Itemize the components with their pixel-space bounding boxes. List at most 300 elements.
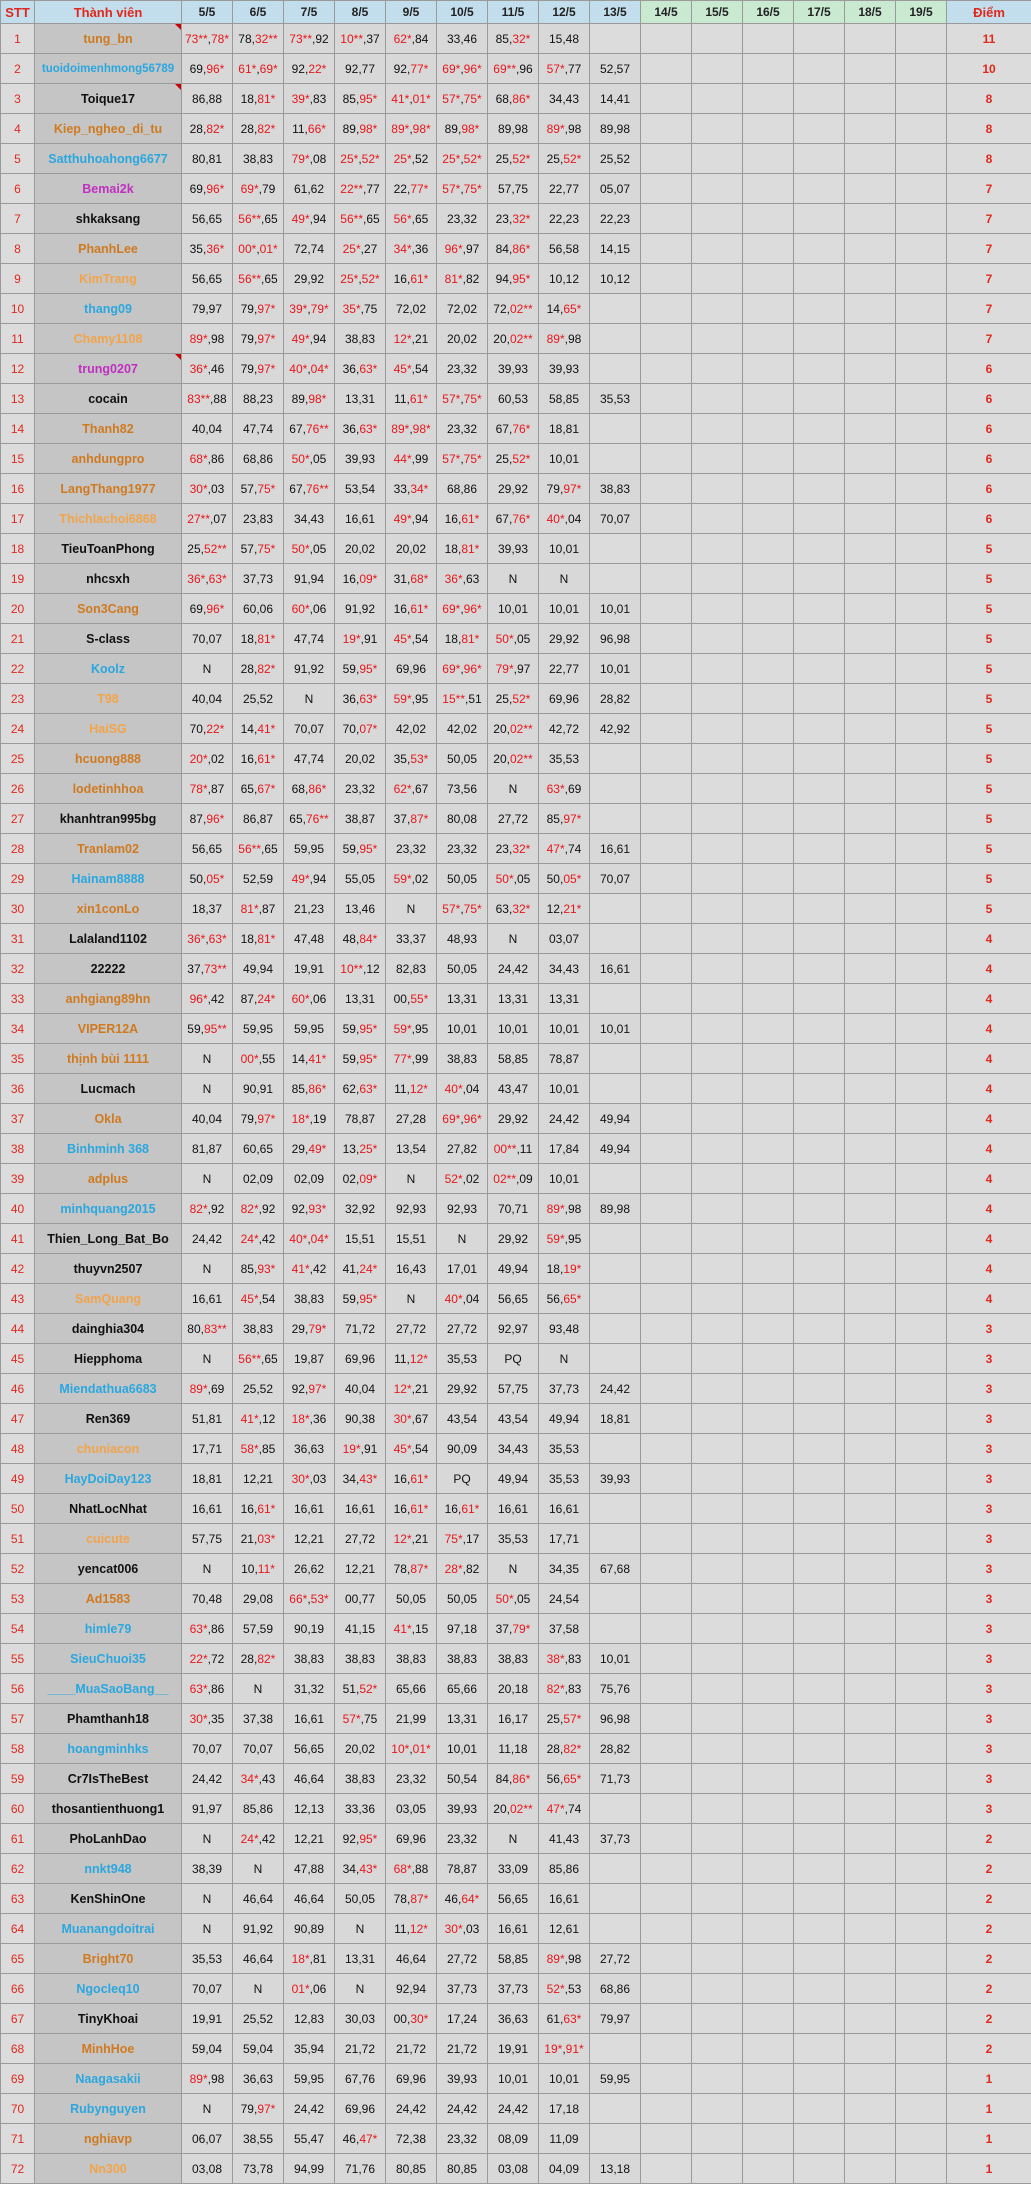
prediction-cell <box>692 1464 743 1494</box>
prediction-cell <box>794 1704 845 1734</box>
prediction-cell: 68,86 <box>437 474 488 504</box>
member-name[interactable]: S-class <box>35 624 182 654</box>
member-name[interactable]: Cr7IsTheBest <box>35 1764 182 1794</box>
prediction-cell <box>743 834 794 864</box>
prediction-cell: N <box>182 654 233 684</box>
prediction-cell <box>794 1554 845 1584</box>
prediction-cell <box>692 1284 743 1314</box>
prediction-cell: 69,96 <box>539 684 590 714</box>
prediction-cell <box>590 1344 641 1374</box>
prediction-cell: 68,86* <box>284 774 335 804</box>
member-name[interactable]: Satthuhoahong6677 <box>35 144 182 174</box>
prediction-cell <box>845 1794 896 1824</box>
row-score: 3 <box>947 1614 1031 1644</box>
prediction-cell: 89*,98* <box>386 114 437 144</box>
prediction-cell <box>845 1944 896 1974</box>
prediction-cell: 19,91 <box>488 2034 539 2064</box>
prediction-cell <box>845 204 896 234</box>
prediction-cell: 16,61 <box>182 1494 233 1524</box>
prediction-cell <box>845 1014 896 1044</box>
member-name[interactable]: thang09 <box>35 294 182 324</box>
member-name[interactable]: SieuChuoi35 <box>35 1644 182 1674</box>
prediction-cell: 18,81* <box>233 84 284 114</box>
prediction-cell: 96*,42 <box>182 984 233 1014</box>
table-row <box>1 1494 1031 1524</box>
member-name[interactable]: thịnh bùi 1111 <box>35 1044 182 1074</box>
row-stt: 39 <box>1 1164 35 1194</box>
prediction-cell: 06,07 <box>182 2124 233 2154</box>
prediction-cell <box>845 384 896 414</box>
prediction-cell: 37,58 <box>539 1614 590 1644</box>
prediction-cell <box>845 1974 896 2004</box>
prediction-cell: 78*,87 <box>182 774 233 804</box>
prediction-cell: 59,95* <box>335 834 386 864</box>
prediction-cell <box>641 1914 692 1944</box>
prediction-cell: 81*,87 <box>233 894 284 924</box>
prediction-cell <box>743 1854 794 1884</box>
member-name[interactable]: Nn300 <box>35 2154 182 2184</box>
prediction-cell <box>590 1044 641 1074</box>
header-date-14-5: 14/5 <box>641 1 692 24</box>
row-stt: 54 <box>1 1614 35 1644</box>
prediction-cell <box>896 1224 947 1254</box>
member-name[interactable]: Phamthanh18 <box>35 1704 182 1734</box>
prediction-cell <box>794 2124 845 2154</box>
row-stt: 29 <box>1 864 35 894</box>
prediction-cell: 04,09 <box>539 2154 590 2184</box>
member-name[interactable]: nhcsxh <box>35 564 182 594</box>
prediction-cell <box>692 654 743 684</box>
prediction-cell: 27,72 <box>488 804 539 834</box>
prediction-cell <box>590 1254 641 1284</box>
prediction-cell <box>743 1134 794 1164</box>
prediction-cell: 12,21 <box>284 1824 335 1854</box>
member-name[interactable]: Chamy1108 <box>35 324 182 354</box>
table-row <box>1 294 1031 324</box>
prediction-cell: 69*,96* <box>437 54 488 84</box>
member-name[interactable]: Naagasakii <box>35 2064 182 2094</box>
prediction-cell: 92,97* <box>284 1374 335 1404</box>
member-name[interactable]: Okla <box>35 1104 182 1134</box>
member-name[interactable]: Koolz <box>35 654 182 684</box>
prediction-cell <box>692 714 743 744</box>
prediction-cell <box>743 1164 794 1194</box>
member-name[interactable]: Kiep_ngheo_di_tu <box>35 114 182 144</box>
prediction-cell <box>743 474 794 504</box>
prediction-cell: 65,76** <box>284 804 335 834</box>
prediction-cell: 72,02 <box>386 294 437 324</box>
prediction-cell: 20,18 <box>488 1674 539 1704</box>
row-stt: 30 <box>1 894 35 924</box>
prediction-cell: 34,43 <box>539 954 590 984</box>
prediction-cell <box>896 1884 947 1914</box>
member-name[interactable]: lodetinhhoa <box>35 774 182 804</box>
prediction-cell: 66*,53* <box>284 1584 335 1614</box>
member-name[interactable]: LangThang1977 <box>35 474 182 504</box>
row-stt: 71 <box>1 2124 35 2154</box>
prediction-cell: 47,74 <box>284 624 335 654</box>
prediction-cell: 23,32 <box>437 834 488 864</box>
prediction-cell <box>896 2124 947 2154</box>
row-stt: 37 <box>1 1104 35 1134</box>
member-name[interactable]: Muanangdoitrai <box>35 1914 182 1944</box>
prediction-cell: 45*,54 <box>233 1284 284 1314</box>
row-score: 2 <box>947 1824 1031 1854</box>
prediction-cell <box>794 444 845 474</box>
prediction-cell: 57,75* <box>233 474 284 504</box>
member-name[interactable]: dainghia304 <box>35 1314 182 1344</box>
prediction-cell <box>743 294 794 324</box>
member-name[interactable]: Miendathua6683 <box>35 1374 182 1404</box>
prediction-cell <box>896 54 947 84</box>
member-name[interactable]: tuoidoimenhmong56789 <box>35 54 182 84</box>
prediction-cell: 56**,65 <box>335 204 386 234</box>
prediction-cell <box>641 1284 692 1314</box>
prediction-cell: N <box>488 774 539 804</box>
prediction-cell: 46,64 <box>386 1944 437 1974</box>
prediction-cell <box>743 1074 794 1104</box>
row-score: 7 <box>947 264 1031 294</box>
header-date-19-5: 19/5 <box>896 1 947 24</box>
prediction-cell <box>845 1134 896 1164</box>
member-name[interactable]: T98 <box>35 684 182 714</box>
prediction-cell: 57,75 <box>488 174 539 204</box>
prediction-cell: 50*,05 <box>488 624 539 654</box>
member-name[interactable]: Ren369 <box>35 1404 182 1434</box>
prediction-cell <box>743 744 794 774</box>
member-name[interactable]: Lalaland1102 <box>35 924 182 954</box>
row-score: 1 <box>947 2154 1031 2184</box>
prediction-cell: 50,05 <box>437 954 488 984</box>
prediction-cell: 46,47* <box>335 2124 386 2154</box>
prediction-cell <box>794 354 845 384</box>
prediction-cell: 90,09 <box>437 1434 488 1464</box>
prediction-cell: 18,81 <box>590 1404 641 1434</box>
prediction-cell <box>794 1794 845 1824</box>
prediction-cell: 59*,95 <box>539 1224 590 1254</box>
member-name[interactable]: Ad1583 <box>35 1584 182 1614</box>
member-name[interactable]: SamQuang <box>35 1284 182 1314</box>
prediction-cell: 23,32 <box>386 834 437 864</box>
prediction-cell: 57,75 <box>488 1374 539 1404</box>
prediction-cell: 50,05 <box>437 744 488 774</box>
prediction-cell <box>896 1254 947 1284</box>
prediction-cell <box>845 1494 896 1524</box>
row-stt: 61 <box>1 1824 35 1854</box>
row-stt: 68 <box>1 2034 35 2064</box>
member-name[interactable]: nghiavp <box>35 2124 182 2154</box>
prediction-cell: 67,76* <box>488 414 539 444</box>
member-name[interactable]: Toique17 <box>35 84 182 114</box>
prediction-cell <box>743 1974 794 2004</box>
prediction-cell: 80,85 <box>437 2154 488 2184</box>
prediction-cell <box>896 384 947 414</box>
member-name[interactable]: Bemai2k <box>35 174 182 204</box>
prediction-cell: 28,82* <box>233 654 284 684</box>
prediction-cell <box>896 684 947 714</box>
prediction-cell <box>794 324 845 354</box>
prediction-cell: 49*,94 <box>284 204 335 234</box>
member-name[interactable]: TinyKhoai <box>35 2004 182 2034</box>
table-row <box>1 114 1031 144</box>
prediction-cell: 34*,36 <box>386 234 437 264</box>
prediction-cell <box>641 1014 692 1044</box>
prediction-cell: 00*,01* <box>233 234 284 264</box>
prediction-cell <box>794 1224 845 1254</box>
table-row <box>1 504 1031 534</box>
prediction-cell: 38,83 <box>233 144 284 174</box>
prediction-cell <box>794 1494 845 1524</box>
member-name[interactable]: NhatLocNhat <box>35 1494 182 1524</box>
row-score: 2 <box>947 1854 1031 1884</box>
prediction-cell: 39*,83 <box>284 84 335 114</box>
prediction-cell <box>794 1104 845 1134</box>
prediction-cell <box>845 2124 896 2154</box>
prediction-cell <box>743 324 794 354</box>
row-stt: 40 <box>1 1194 35 1224</box>
prediction-cell: 02,09 <box>233 1164 284 1194</box>
prediction-cell <box>845 624 896 654</box>
prediction-cell: 92,22* <box>284 54 335 84</box>
prediction-cell <box>692 1584 743 1614</box>
member-name[interactable]: MinhHoe <box>35 2034 182 2064</box>
member-name[interactable]: KenShinOne <box>35 1884 182 1914</box>
member-name[interactable]: VIPER12A <box>35 1014 182 1044</box>
prediction-cell <box>896 1074 947 1104</box>
prediction-cell: 59,95 <box>233 1014 284 1044</box>
prediction-cell: 56**,65 <box>233 264 284 294</box>
row-score: 8 <box>947 144 1031 174</box>
prediction-cell: 16,61 <box>284 1704 335 1734</box>
prediction-cell <box>692 1194 743 1224</box>
prediction-cell: 69,96 <box>386 654 437 684</box>
member-name[interactable]: cocain <box>35 384 182 414</box>
prediction-cell: 03,08 <box>488 2154 539 2184</box>
table-row <box>1 894 1031 924</box>
member-name[interactable]: trung0207 <box>35 354 182 384</box>
prediction-cell: 40,04 <box>182 684 233 714</box>
member-name[interactable]: Son3Cang <box>35 594 182 624</box>
prediction-cell: 10,01 <box>590 654 641 684</box>
row-score: 5 <box>947 894 1031 924</box>
prediction-cell: 13,31 <box>539 984 590 1014</box>
prediction-cell <box>641 2004 692 2034</box>
prediction-cell <box>743 2034 794 2064</box>
prediction-cell: 29,92 <box>284 264 335 294</box>
member-name[interactable]: anhdungpro <box>35 444 182 474</box>
row-stt: 13 <box>1 384 35 414</box>
member-name[interactable]: KimTrang <box>35 264 182 294</box>
member-name[interactable]: Ngocleq10 <box>35 1974 182 2004</box>
member-name[interactable]: Hainam8888 <box>35 864 182 894</box>
prediction-cell: 92,93* <box>284 1194 335 1224</box>
prediction-cell <box>845 2094 896 2124</box>
prediction-cell <box>794 234 845 264</box>
member-name[interactable]: PhanhLee <box>35 234 182 264</box>
prediction-cell: 70,48 <box>182 1584 233 1614</box>
prediction-cell <box>794 774 845 804</box>
prediction-cell: 01*,06 <box>284 1974 335 2004</box>
prediction-cell: 52,59 <box>233 864 284 894</box>
member-name[interactable]: HayDoiDay123 <box>35 1464 182 1494</box>
prediction-cell: 23,32 <box>437 354 488 384</box>
prediction-cell <box>896 324 947 354</box>
member-name[interactable]: shkaksang <box>35 204 182 234</box>
prediction-cell <box>590 984 641 1014</box>
prediction-cell: 39,93 <box>488 534 539 564</box>
prediction-cell: 18,81* <box>233 624 284 654</box>
prediction-cell <box>743 354 794 384</box>
prediction-cell: N <box>182 1044 233 1074</box>
row-score: 5 <box>947 834 1031 864</box>
prediction-cell: 70,07 <box>590 864 641 894</box>
prediction-cell: 25,52 <box>233 1374 284 1404</box>
prediction-cell: 57*,75* <box>437 174 488 204</box>
prediction-cell <box>794 174 845 204</box>
prediction-cell: 13,31 <box>488 984 539 1014</box>
prediction-cell <box>590 774 641 804</box>
member-name[interactable]: tung_bn <box>35 24 182 54</box>
prediction-cell <box>641 1944 692 1974</box>
prediction-cell <box>896 1104 947 1134</box>
row-stt: 21 <box>1 624 35 654</box>
header-date-9-5: 9/5 <box>386 1 437 24</box>
prediction-cell <box>743 864 794 894</box>
prediction-cell <box>794 1344 845 1374</box>
prediction-cell: 90,38 <box>335 1404 386 1434</box>
prediction-cell <box>590 744 641 774</box>
prediction-cell: 82*,92 <box>233 1194 284 1224</box>
prediction-cell: 41,24* <box>335 1254 386 1284</box>
prediction-cell <box>845 1194 896 1224</box>
prediction-cell: 89,98 <box>590 114 641 144</box>
member-name[interactable]: hoangminhks <box>35 1734 182 1764</box>
prediction-cell: 73**,92 <box>284 24 335 54</box>
row-stt: 26 <box>1 774 35 804</box>
prediction-cell: 37,73 <box>590 1824 641 1854</box>
member-name[interactable]: Binhminh 368 <box>35 1134 182 1164</box>
prediction-cell <box>845 1644 896 1674</box>
row-score: 5 <box>947 714 1031 744</box>
member-name[interactable]: anhgiang89hn <box>35 984 182 1014</box>
table-row <box>1 804 1031 834</box>
member-name[interactable]: TieuToanPhong <box>35 534 182 564</box>
prediction-cell: 21,23 <box>284 894 335 924</box>
row-stt: 20 <box>1 594 35 624</box>
member-name[interactable]: Thien_Long_Bat_Bo <box>35 1224 182 1254</box>
member-name[interactable]: nnkt948 <box>35 1854 182 1884</box>
prediction-cell <box>896 1554 947 1584</box>
prediction-cell: 65,66 <box>386 1674 437 1704</box>
prediction-cell: 24,42 <box>182 1764 233 1794</box>
prediction-cell: 71,73 <box>590 1764 641 1794</box>
table-row <box>1 714 1031 744</box>
prediction-cell: 70,07 <box>233 1734 284 1764</box>
prediction-cell <box>692 1794 743 1824</box>
prediction-cell <box>896 954 947 984</box>
member-name[interactable]: adplus <box>35 1164 182 1194</box>
prediction-cell: 40,04 <box>182 414 233 444</box>
prediction-cell <box>896 1344 947 1374</box>
prediction-cell <box>692 234 743 264</box>
prediction-cell: 12*,21 <box>386 1524 437 1554</box>
prediction-cell: PQ <box>437 1464 488 1494</box>
prediction-cell <box>794 624 845 654</box>
prediction-cell <box>692 384 743 414</box>
member-name[interactable]: hcuong888 <box>35 744 182 774</box>
prediction-cell: 36,63* <box>335 354 386 384</box>
prediction-cell <box>692 1824 743 1854</box>
prediction-cell <box>743 1464 794 1494</box>
prediction-cell <box>845 834 896 864</box>
member-name[interactable]: Hiepphoma <box>35 1344 182 1374</box>
prediction-cell <box>845 954 896 984</box>
member-name[interactable]: minhquang2015 <box>35 1194 182 1224</box>
prediction-cell: 13,54 <box>386 1134 437 1164</box>
member-name[interactable]: thosantienthuong1 <box>35 1794 182 1824</box>
member-name[interactable]: 22222 <box>35 954 182 984</box>
row-score: 2 <box>947 2004 1031 2034</box>
prediction-cell <box>641 474 692 504</box>
row-score: 7 <box>947 294 1031 324</box>
member-name[interactable]: PhoLanhDao <box>35 1824 182 1854</box>
prediction-cell <box>590 924 641 954</box>
prediction-cell: 48,93 <box>437 924 488 954</box>
prediction-cell: 69,96 <box>335 1344 386 1374</box>
prediction-cell: 49,94 <box>590 1104 641 1134</box>
prediction-cell <box>692 84 743 114</box>
prediction-cell <box>845 894 896 924</box>
prediction-cell <box>590 1314 641 1344</box>
member-name[interactable]: Thichlachoi6868 <box>35 504 182 534</box>
member-name[interactable]: Thanh82 <box>35 414 182 444</box>
prediction-cell: 10,01 <box>488 1014 539 1044</box>
prediction-cell: 32,92 <box>335 1194 386 1224</box>
prediction-cell <box>794 1944 845 1974</box>
prediction-cell: 69,96 <box>386 1824 437 1854</box>
prediction-cell: 79,97* <box>539 474 590 504</box>
prediction-cell <box>692 1134 743 1164</box>
row-stt: 11 <box>1 324 35 354</box>
member-name[interactable]: himle79 <box>35 1614 182 1644</box>
member-name[interactable]: khanhtran995bg <box>35 804 182 834</box>
member-name[interactable]: xin1conLo <box>35 894 182 924</box>
member-name[interactable]: chuniacon <box>35 1434 182 1464</box>
member-name[interactable]: cuicute <box>35 1524 182 1554</box>
prediction-cell <box>641 444 692 474</box>
prediction-cell: 36,63* <box>335 684 386 714</box>
prediction-cell <box>896 864 947 894</box>
prediction-cell: 20,02 <box>437 324 488 354</box>
member-name[interactable]: thuyvn2507 <box>35 1254 182 1284</box>
prediction-cell: 20,02** <box>488 744 539 774</box>
member-name[interactable]: Lucmach <box>35 1074 182 1104</box>
member-name[interactable]: Bright70 <box>35 1944 182 1974</box>
table-row <box>1 2064 1031 2094</box>
member-name[interactable]: HaiSG <box>35 714 182 744</box>
member-name[interactable]: yencat006 <box>35 1554 182 1584</box>
prediction-cell <box>743 1344 794 1374</box>
prediction-cell: 10*,01* <box>386 1734 437 1764</box>
member-name[interactable]: Rubynguyen <box>35 2094 182 2124</box>
member-name[interactable]: Tranlam02 <box>35 834 182 864</box>
prediction-cell <box>896 594 947 624</box>
row-score: 5 <box>947 654 1031 684</box>
prediction-cell: 77*,99 <box>386 1044 437 1074</box>
prediction-cell: 23,32* <box>488 834 539 864</box>
member-name[interactable]: ____MuaSaoBang__ <box>35 1674 182 1704</box>
prediction-cell <box>590 1074 641 1104</box>
